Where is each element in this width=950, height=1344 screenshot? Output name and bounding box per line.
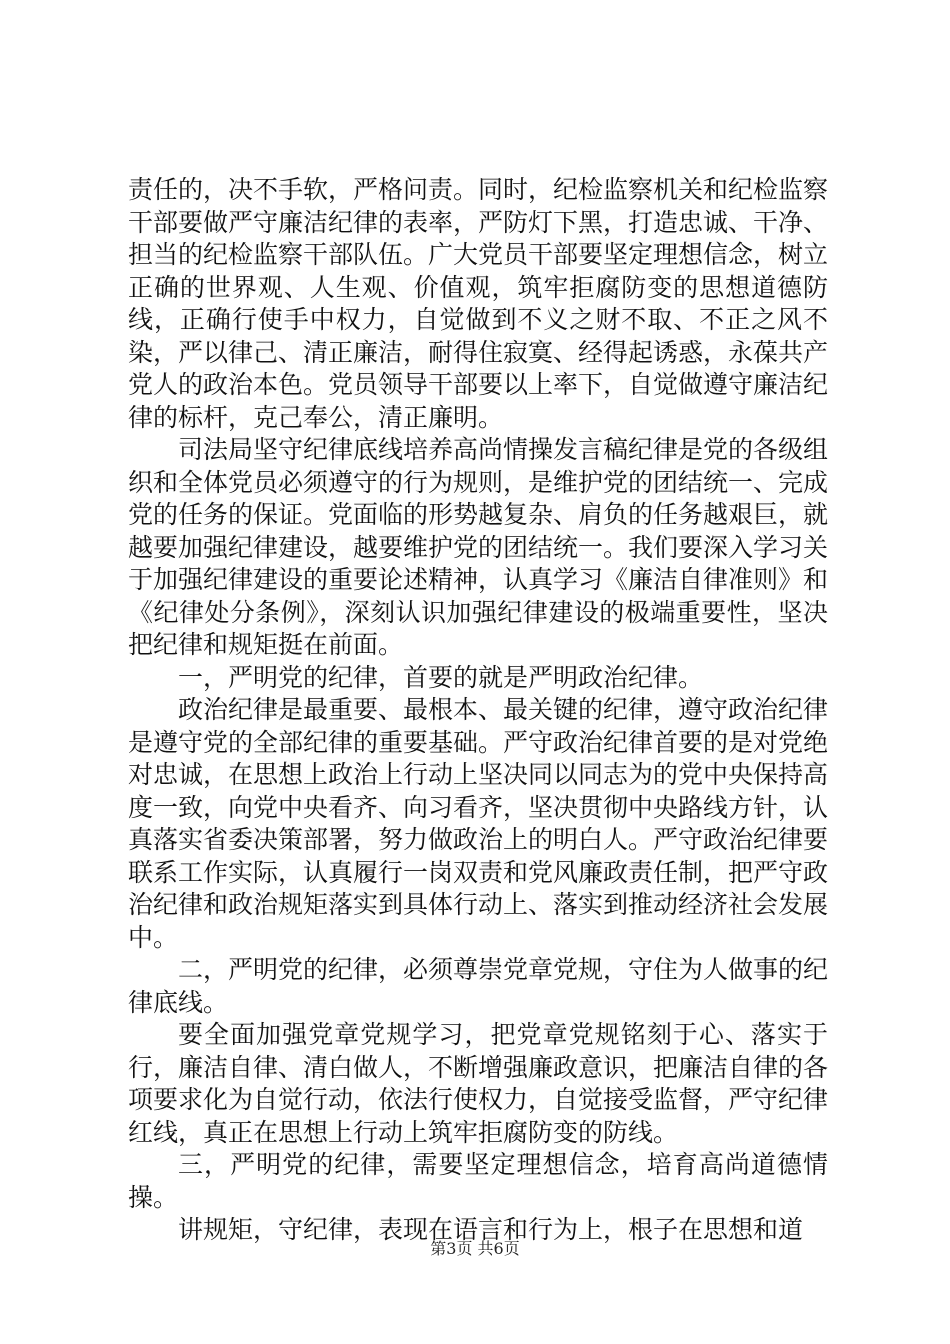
- paragraph-political-discipline: 政治纪律是最重要、最根本、最关键的纪律，遵守政治纪律是遵守党的全部纪律的重要基础。严守政治纪律首要的是对党绝对忠诚，在思想上政治上行动上坚决同以同志为的党中央保持高度一致，向党中央看齐、向习看齐，坚决贯彻中央路线方针，认真落实省委决策部署，努力做政治上的明白人。严守政治纪律要联系工作实际，认真履行一岗双责和党风廉政责任制，把严守政治纪律和政治规矩落实到具体行动上、落实到推动经济社会发展中。: [128, 695, 829, 952]
- document-body: [128, 174, 828, 1247]
- page-number-footer: 第3页 共6页: [430, 1239, 520, 1258]
- paragraph-party-rules: 要全面加强党章党规学习，把党章党规铭刻于心、落实于行，廉洁自律、清白做人，不断增强廉政意识，把廉洁自律的各项要求化为自觉行动，依法行使权力，自觉接受监督，严守纪律红线，真正在思想上行动上筑牢拒腐防变的防线。: [128, 1020, 829, 1147]
- section-heading-3: 三，严明党的纪律，需要坚定理想信念，培育高尚道德情操。: [128, 1150, 828, 1212]
- section-heading-2: 二，严明党的纪律，必须尊崇党章党规，守住为人做事的纪律底线。: [128, 955, 829, 1017]
- paragraph-rules-discipline: 讲规矩，守纪律，表现在语言和行为上，根子在思想和道: [178, 1215, 804, 1244]
- section-heading-1: 一，严明党的纪律，首要的就是严明政治纪律。: [178, 662, 704, 692]
- paragraph-continuation: 责任的，决不手软，严格问责。同时，纪检监察机关和纪检监察干部要做严守廉洁纪律的表率，严防灯下黑，打造忠诚、干净、担当的纪检监察干部队伍。广大党员干部要坚定理想信念，树立正确的世界观、人生观、价值观，筑牢拒腐防变的思想道德防线，正确行使手中权力，自觉做到不义之财不取、不正之风不染，严以律己、清正廉洁，耐得住寂寞、经得起诱惑，永葆共产党人的政治本色。党员领导干部要以上率下，自觉做遵守廉洁纪律的标杆，克己奉公，清正廉明。: [128, 175, 829, 432]
- paragraph-speech-intro: 司法局坚守纪律底线培养高尚情操发言稿纪律是党的各级组织和全体党员必须遵守的行为规则，是维护党的团结统一、完成党的任务的保证。党面临的形势越复杂、肩负的任务越艰巨，就越要加强纪律建设，越要维护党的团结统一。我们要深入学习关于加强纪律建设的重要论述精神，认真学习《廉洁自律准则》和《纪律处分条例》，深刻认识加强纪律建设的极端重要性，坚决把纪律和规矩挺在前面。: [128, 435, 829, 659]
